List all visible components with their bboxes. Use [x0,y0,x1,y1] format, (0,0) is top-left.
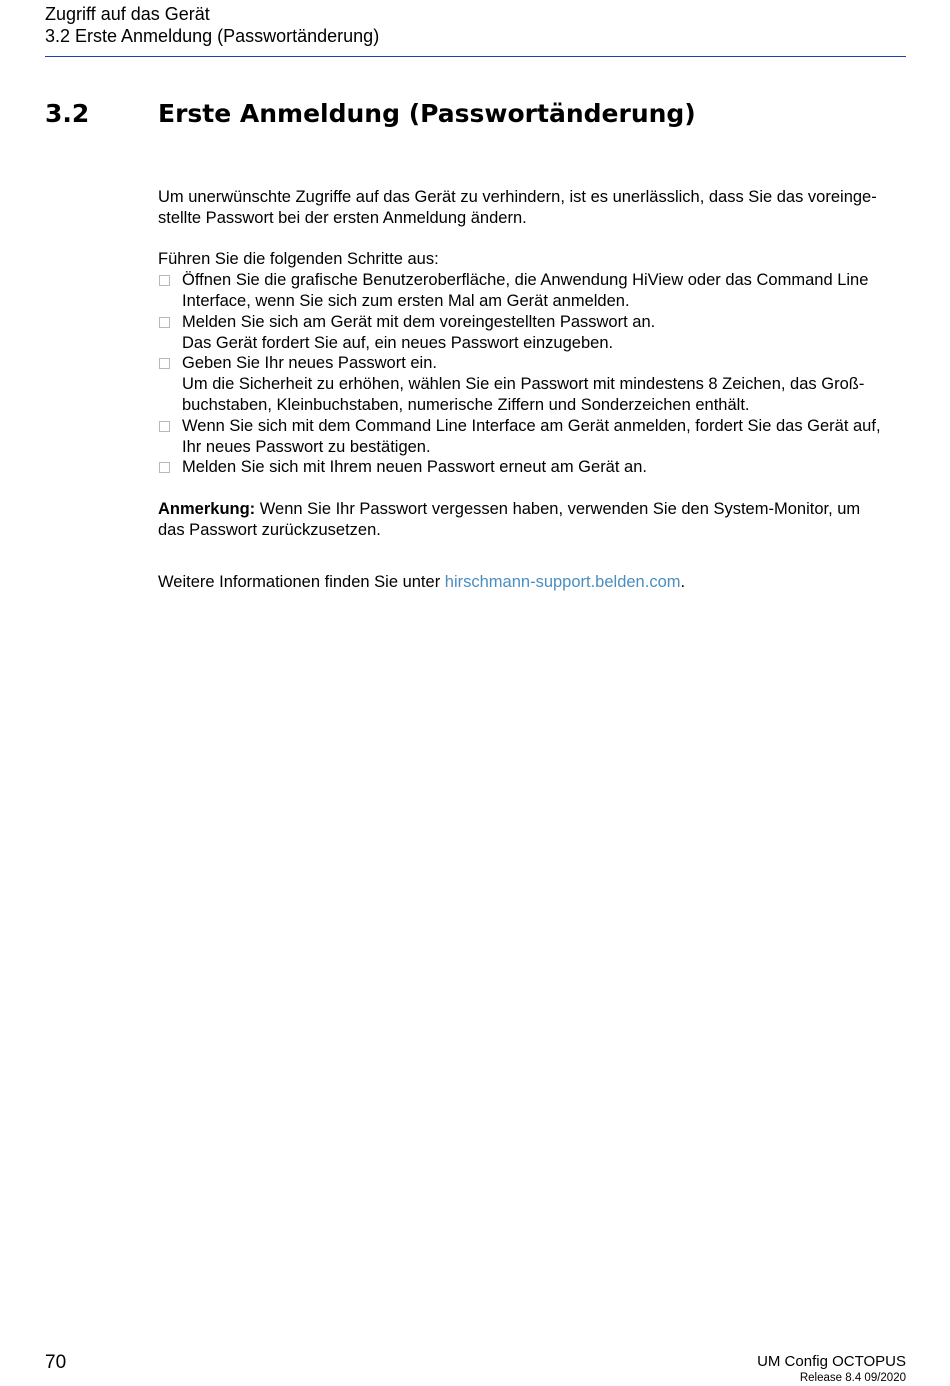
step-item [158,312,908,354]
running-header-chapter: Zugriff auf das Gerät [45,4,210,24]
running-header [45,3,379,47]
intro-line-1: Um unerwünschte Zugriffe auf das Gerät zu verhindern, ist es unerlässlich, dass Sie das voreinge- [158,188,877,206]
more-info-text: Weitere Informationen finden Sie unter [158,572,445,591]
steps-intro: Führen Sie die folgenden Schritte aus: [158,250,439,269]
step-line: Das Gerät fordert Sie auf, ein neues Passwort einzugeben. [182,333,614,352]
checkbox-icon [159,462,170,473]
step-line: Geben Sie Ihr neues Passwort ein. [182,354,437,373]
footer-doc-info [757,1352,906,1386]
step-line: Melden Sie sich mit Ihrem neuen Passwort erneut am Gerät an. [182,458,647,477]
step-line: Um die Sicherheit zu erhöhen, wählen Sie ein Passwort mit mindestens 8 Zeichen, das Groß- [182,375,865,394]
checkbox-icon [159,421,170,432]
support-link[interactable]: hirschmann-support.belden.com [444,572,681,591]
note-paragraph [158,499,908,541]
step-line: Ihr neues Passwort zu bestätigen. [182,437,431,456]
footer-doc-title: UM Config OCTOPUS [757,1353,906,1370]
step-item [158,353,908,415]
step-line: Öffnen Sie die grafische Benutzeroberfläche, die Anwendung HiView oder das Command Line [182,271,869,290]
step-line: Melden Sie sich am Gerät mit dem voreingestellten Passwort an. [182,312,656,331]
checkbox-icon [159,317,170,328]
intro-paragraph [158,187,908,229]
note-label: Anmerkung: [158,499,256,518]
more-info-suffix: . [680,572,686,591]
step-item [158,270,908,312]
note-line-2: das Passwort zurückzusetzen. [158,520,381,539]
step-item [158,416,908,458]
step-line: Interface, wenn Sie sich zum ersten Mal am Gerät anmelden. [182,291,630,310]
section-title: Erste Anmeldung (Passwortänderung) [158,99,696,128]
intro-line-2: stellte Passwort bei der ersten Anmeldung ändern. [158,208,527,227]
step-item [158,457,908,478]
body-content [158,187,908,592]
checkbox-icon [159,358,170,369]
checkbox-icon [159,275,170,286]
page-number: 70 [45,1352,67,1373]
more-info-paragraph [158,572,908,593]
header-divider [45,56,906,57]
section-heading [45,98,696,130]
footer-release: Release 8.4 09/2020 [799,1372,906,1384]
note-line-1: Wenn Sie Ihr Passwort vergessen haben, verwenden Sie den System-Monitor, um [255,499,861,518]
running-header-section: 3.2 Erste Anmeldung (Passwortänderung) [45,26,380,46]
step-line: Wenn Sie sich mit dem Command Line Interface am Gerät anmelden, fordert Sie das Gerät auf, [182,416,881,435]
section-number: 3.2 [45,99,90,128]
steps-list [158,270,908,478]
step-line: buchstaben, Kleinbuchstaben, numerische Ziffern und Sonderzeichen enthält. [182,395,750,414]
